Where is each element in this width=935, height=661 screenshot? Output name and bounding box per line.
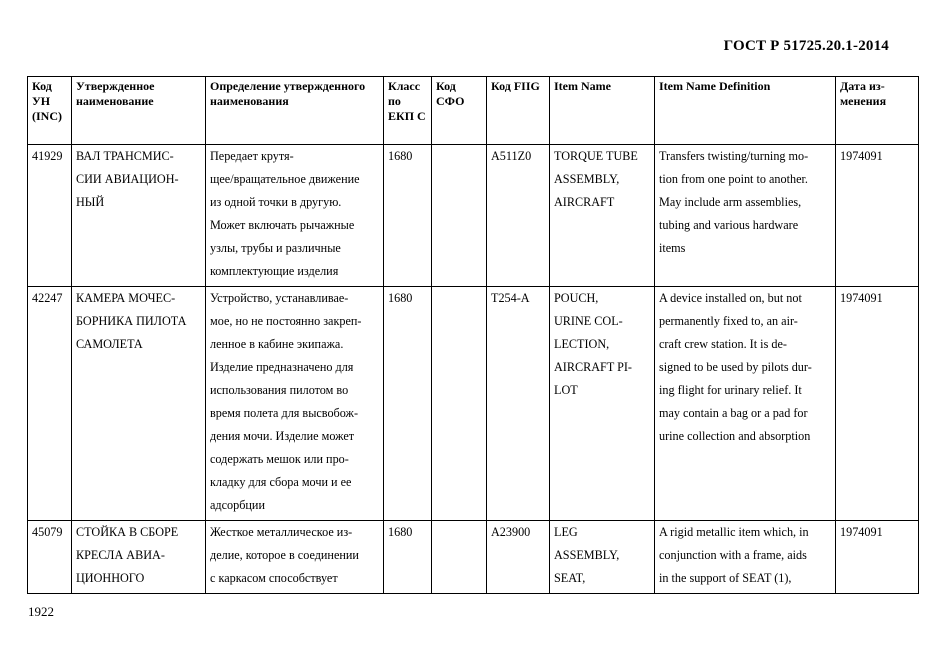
cell-definition: Передает крутя- щее/вращательное движение из одной точки в другую. Может включать рычажные узлы, трубы и различные комплектующие изделия — [206, 145, 384, 287]
cell-item-name: LEG ASSEMBLY, SEAT, — [550, 521, 655, 594]
cell-class: 1680 — [384, 287, 432, 521]
cell-approved-name: КАМЕРА МОЧЕС- БОРНИКА ПИЛОТА САМОЛЕТА — [72, 287, 206, 521]
cell-sfo — [432, 287, 487, 521]
cell-class: 1680 — [384, 521, 432, 594]
cell-fiig: T254-A — [487, 287, 550, 521]
table-header-row — [28, 77, 919, 145]
col-header-inc: Код УН (INC) — [28, 77, 72, 145]
table-row — [28, 145, 919, 287]
cell-class: 1680 — [384, 145, 432, 287]
cell-approved-name: СТОЙКА В СБОРЕ КРЕСЛА АВИА- ЦИОННОГО — [72, 521, 206, 594]
col-header-sfo: Код СФО — [432, 77, 487, 145]
cell-approved-name: ВАЛ ТРАНСМИС- СИИ АВИАЦИОН- НЫЙ — [72, 145, 206, 287]
col-header-approved-name: Утвержденное наименование — [72, 77, 206, 145]
cell-date: 1974091 — [836, 287, 919, 521]
cell-inc: 42247 — [28, 287, 72, 521]
document-code: ГОСТ Р 51725.20.1-2014 — [723, 38, 889, 54]
col-header-date: Дата из- менения — [836, 77, 919, 145]
table-row — [28, 287, 919, 521]
cell-item-definition: A rigid metallic item which, in conjunction with a frame, aids in the support of SEAT (1), — [655, 521, 836, 594]
cell-item-name: POUCH, URINE COL- LECTION, AIRCRAFT PI- LOT — [550, 287, 655, 521]
page-number: 1922 — [28, 604, 54, 619]
item-name-table — [27, 76, 919, 594]
cell-inc: 41929 — [28, 145, 72, 287]
cell-definition: Устройство, устанавливае- мое, но не постоянно закреп- ленное в кабине экипажа. Изделие предназначено для использования пилотом во время полета для высвобож- дения мочи. Изделие может содержать мешок или про- кладку для сбора мочи и ее адсорбции — [206, 287, 384, 521]
cell-inc: 45079 — [28, 521, 72, 594]
table-row — [28, 521, 919, 594]
cell-date: 1974091 — [836, 521, 919, 594]
cell-item-definition: Transfers twisting/turning mo- tion from one point to another. May include arm assemblies, tubing and various hardware items — [655, 145, 836, 287]
cell-item-definition: A device installed on, but not permanently fixed to, an air- craft crew station. It is de- signed to be used by pilots dur- ing flight for urinary relief. It may contain a bag or a pad for urine collection and absorption — [655, 287, 836, 521]
col-header-definition: Определение утвержденного наименования — [206, 77, 384, 145]
cell-definition: Жесткое металлическое из- делие, которое в соединении с каркасом способствует — [206, 521, 384, 594]
col-header-class: Класс по ЕКП С — [384, 77, 432, 145]
col-header-item-name: Item Name — [550, 77, 655, 145]
cell-date: 1974091 — [836, 145, 919, 287]
cell-sfo — [432, 521, 487, 594]
cell-item-name: TORQUE TUBE ASSEMBLY, AIRCRAFT — [550, 145, 655, 287]
cell-fiig: A23900 — [487, 521, 550, 594]
cell-sfo — [432, 145, 487, 287]
col-header-item-definition: Item Name Definition — [655, 77, 836, 145]
col-header-fiig: Код FIIG — [487, 77, 550, 145]
cell-fiig: A511Z0 — [487, 145, 550, 287]
